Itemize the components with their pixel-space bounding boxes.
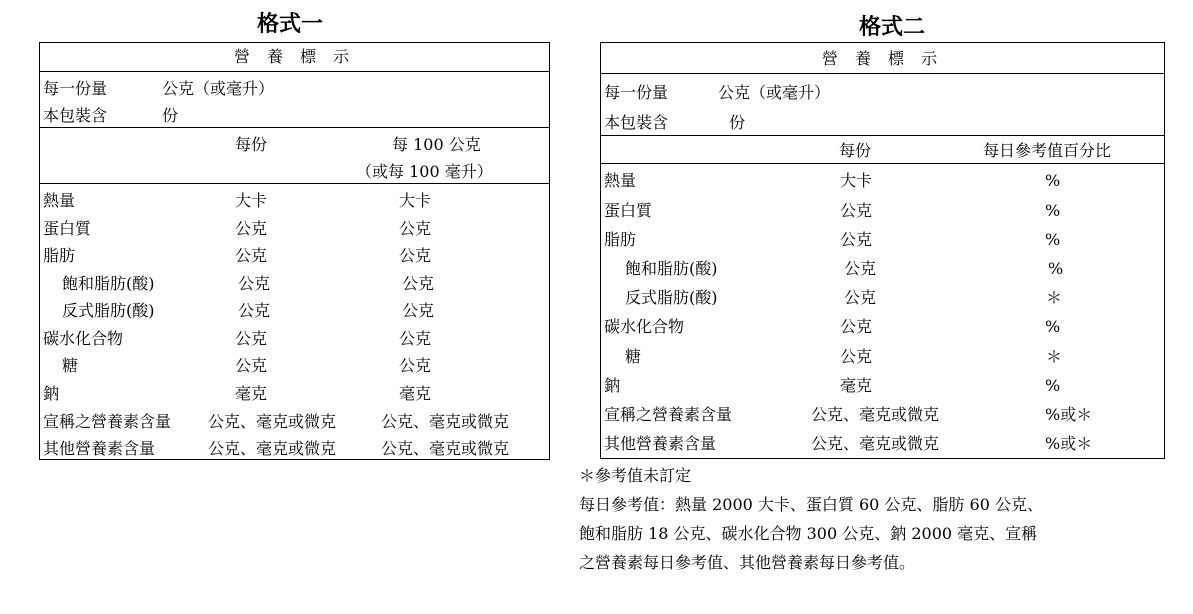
divider: [601, 163, 1164, 164]
daily-value: %: [1045, 376, 1061, 395]
daily-value: ＊: [1046, 288, 1063, 307]
daily-value: %: [1045, 201, 1061, 220]
daily-value: %: [1045, 171, 1061, 190]
divider: [601, 135, 1164, 136]
nutrient-name: 飽和脂肪(酸): [62, 274, 155, 293]
daily-value: %: [1045, 317, 1061, 336]
nutrient-name: 碳水化合物: [604, 317, 685, 336]
serving-size-label: 每一份量: [604, 83, 669, 102]
per-serving-unit: 公克: [844, 288, 877, 307]
column-header-daily-value: 每日參考值百分比: [983, 141, 1112, 160]
per-100-unit: 公克: [399, 219, 432, 238]
per-serving-unit: 公克: [235, 246, 268, 265]
per-serving-unit: 公克、毫克或微克: [811, 405, 940, 424]
nutrient-name: 熱量: [604, 171, 637, 190]
nutrient-name: 蛋白質: [604, 201, 653, 220]
per-serving-unit: 公克: [235, 219, 268, 238]
divider: [601, 73, 1164, 74]
per-100-unit: 大卡: [399, 191, 432, 210]
per-serving-unit: 大卡: [840, 171, 873, 190]
per-serving-unit: 公克: [238, 301, 271, 320]
servings-label: 本包裝含: [604, 113, 669, 132]
per-100-unit: 公克: [399, 356, 432, 375]
per-serving-unit: 公克、毫克或微克: [811, 434, 940, 453]
per-100-unit: 公克: [402, 301, 435, 320]
per-serving-unit: 公克: [238, 274, 271, 293]
footnote-daily-values: 飽和脂肪 18 公克、碳水化合物 300 公克、鈉 2000 毫克、宣稱: [579, 524, 1038, 543]
table-title: 營 養 標 示: [821, 49, 944, 68]
nutrient-name: 宣稱之營養素含量: [604, 405, 733, 424]
per-100-unit: 毫克: [399, 384, 432, 403]
column-header-per-100-alt: （或每 100 毫升）: [356, 162, 493, 181]
nutrient-name: 反式脂肪(酸): [625, 288, 718, 307]
per-serving-unit: 公克、毫克或微克: [208, 439, 337, 458]
daily-value: %或＊: [1045, 405, 1093, 424]
per-100-unit: 公克: [402, 274, 435, 293]
per-serving-unit: 公克: [840, 230, 873, 249]
column-header-per-serving: 每份: [235, 135, 268, 154]
nutrient-name: 飽和脂肪(酸): [625, 259, 718, 278]
serving-size-unit: 公克（或毫升）: [718, 83, 831, 102]
per-serving-unit: 公克: [844, 259, 877, 278]
per-serving-unit: 毫克: [235, 384, 268, 403]
nutrient-name: 糖: [625, 347, 642, 366]
daily-value: %: [1048, 259, 1064, 278]
nutrient-name: 其他營養素含量: [604, 434, 717, 453]
per-serving-unit: 毫克: [840, 376, 873, 395]
format2-heading: 格式二: [858, 15, 925, 40]
nutrient-name: 糖: [62, 356, 79, 375]
nutrient-name: 蛋白質: [43, 219, 92, 238]
table-title: 營 養 標 示: [233, 47, 356, 66]
daily-value: %: [1045, 230, 1061, 249]
column-header-per-serving: 每份: [839, 141, 872, 160]
serving-size-label: 每一份量: [43, 79, 108, 98]
servings-label: 本包裝含: [43, 106, 108, 125]
footnote-daily-values: 之營養素每日參考值、其他營養素每日參考值。: [579, 553, 916, 572]
nutrient-name: 宣稱之營養素含量: [43, 412, 172, 431]
servings-unit: 份: [162, 106, 179, 125]
format2-nutrition-table: [600, 42, 1165, 459]
footnote-not-established: ＊參考值未訂定: [579, 466, 692, 485]
per-serving-unit: 公克: [840, 347, 873, 366]
column-header-per-100: 每 100 公克: [392, 135, 481, 154]
per-serving-unit: 公克: [840, 317, 873, 336]
nutrient-name: 鈉: [604, 376, 621, 395]
daily-value: ＊: [1046, 347, 1063, 366]
divider: [40, 183, 549, 184]
per-100-unit: 公克: [399, 329, 432, 348]
per-100-unit: 公克、毫克或微克: [381, 412, 510, 431]
servings-unit: 份: [729, 113, 746, 132]
per-serving-unit: 公克、毫克或微克: [208, 412, 337, 431]
per-100-unit: 公克、毫克或微克: [381, 439, 510, 458]
format1-nutrition-table: [39, 42, 550, 460]
footnote-daily-values: 每日參考值：熱量 2000 大卡、蛋白質 60 公克、脂肪 60 公克、: [579, 495, 1043, 514]
nutrient-name: 鈉: [43, 384, 60, 403]
nutrient-name: 脂肪: [43, 246, 76, 265]
per-serving-unit: 大卡: [235, 191, 268, 210]
serving-size-unit: 公克（或毫升）: [162, 79, 275, 98]
nutrient-name: 其他營養素含量: [43, 439, 156, 458]
divider: [40, 71, 549, 72]
nutrient-name: 熱量: [43, 191, 76, 210]
per-serving-unit: 公克: [840, 201, 873, 220]
format1-heading: 格式一: [256, 12, 323, 37]
divider: [40, 127, 549, 128]
per-100-unit: 公克: [399, 246, 432, 265]
per-serving-unit: 公克: [235, 356, 268, 375]
daily-value: %或＊: [1045, 434, 1093, 453]
nutrient-name: 脂肪: [604, 230, 637, 249]
nutrient-name: 反式脂肪(酸): [62, 301, 155, 320]
nutrient-name: 碳水化合物: [43, 329, 124, 348]
per-serving-unit: 公克: [235, 329, 268, 348]
